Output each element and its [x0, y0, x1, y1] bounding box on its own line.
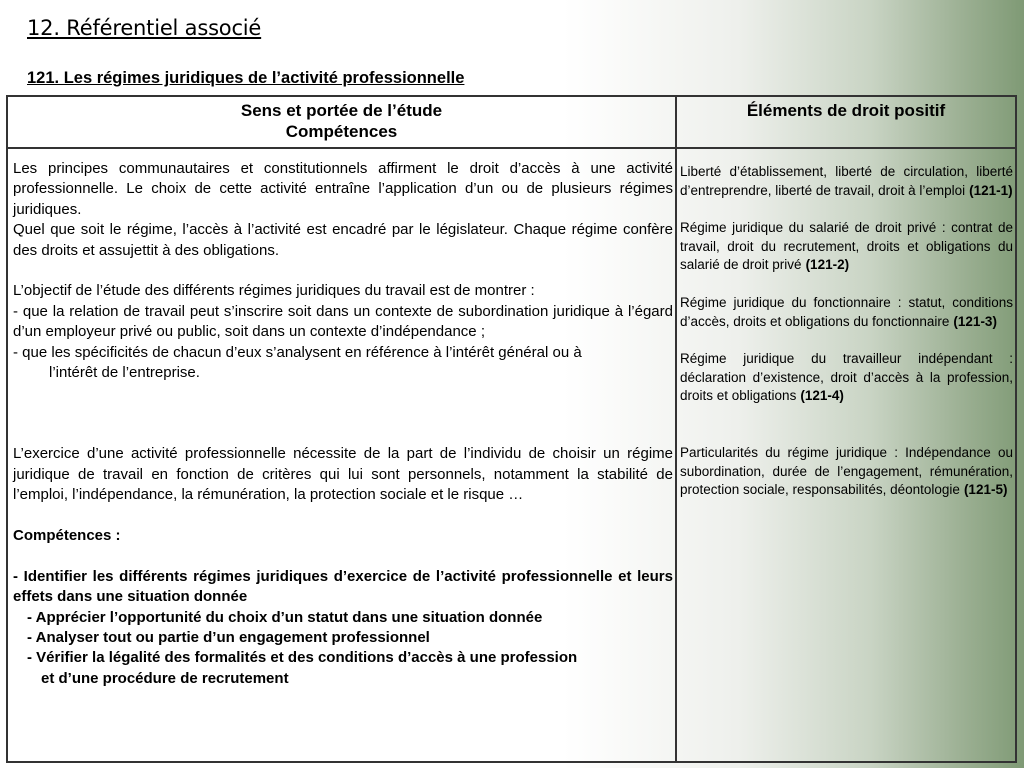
- header-divider: [8, 147, 1015, 149]
- law-element-4: [680, 350, 1013, 406]
- law-element-3-text: Régime juridique du fonctionnaire : statut, conditions d’accès, droits et obligations du fonctionnaire: [680, 294, 1013, 329]
- law-element-2-ref: (121-2): [805, 257, 850, 273]
- section-title: 121. Les régimes juridiques de l’activité professionnelle: [27, 69, 465, 87]
- law-element-5-ref: (121-5): [963, 482, 1008, 498]
- header-left: [8, 100, 675, 142]
- study-scope-cell: [13, 159, 673, 689]
- law-element-5: [680, 444, 1013, 500]
- header-right: Éléments de droit positif: [746, 101, 946, 120]
- header-left-line2: Compétences: [285, 122, 398, 141]
- law-element-3: [680, 294, 1013, 331]
- header-left-line1: Sens et portée de l’étude: [240, 101, 443, 120]
- law-element-1-text: Liberté d’établissement, liberté de circulation, liberté d’entreprendre, liberté de travail, droit à l’emploi: [680, 164, 1013, 198]
- positive-law-cell: [680, 163, 1013, 500]
- law-element-3-ref: (121-3): [953, 313, 997, 329]
- law-element-4-ref: (121-4): [800, 388, 844, 404]
- law-element-2-text: Régime juridique du salarié de droit privé : contrat de travail, droit du recrutement, droits et obligations du salarié de droit privé: [680, 220, 1013, 273]
- law-element-4-text: Régime juridique du travailleur indépendant : déclaration d’existence, droit d’accès à la profession, droits et obligations: [680, 351, 1013, 404]
- referential-table: [6, 95, 1017, 763]
- law-element-1: [680, 163, 1013, 200]
- column-divider: [675, 97, 677, 761]
- slide-title: 12. Référentiel associé: [27, 16, 262, 40]
- objective-item-2: - que les spécificités de chacun d’eux s’analysent en référence à l’intérêt général ou à: [13, 343, 582, 361]
- regime-paragraph: Quel que soit le régime, l’accès à l’activité est encadré par le législateur. Chaque régime confère des droits et assujettit à des obligations.: [13, 221, 673, 259]
- competence-item-2: - Apprécier l’opportunité du choix d’un statut dans une situation donnée: [27, 608, 543, 626]
- competence-item-3: - Analyser tout ou partie d’un engagement professionnel: [27, 629, 430, 647]
- law-element-5-text: Particularités du régime juridique : Indépendance ou subordination, durée de l’engagement, rémunération, protection sociale, responsabilités, déontologie: [680, 444, 1013, 498]
- law-element-1-ref: (121-1): [969, 182, 1013, 198]
- competences-title: Compétences :: [13, 527, 121, 545]
- intro-paragraph: Les principes communautaires et constitutionnels affirment le droit d’accès à une activité professionnelle. Le choix de cette activité entraîne l’application d’un ou de plusieurs régimes juridiques.: [13, 160, 673, 218]
- exercise-paragraph: L’exercice d’une activité professionnelle nécessite de la part de l’individu de choisir un régime juridique de travail en fonction de critères qui lui sont personnels, notamment la stabilité de l’emploi, l’indépendance, la rémunération, la protection sociale et le risque …: [13, 445, 673, 504]
- law-element-2: [680, 219, 1013, 275]
- objective-item-1: - que la relation de travail peut s’inscrire soit dans un contexte de subordination juridique à l’égard d’un employeur privé ou public, soit dans un contexte d’indépendance ;: [13, 302, 673, 341]
- competence-item-1: - Identifier les différents régimes juridiques d’exercice de l’activité professionnelle et leurs effets dans une situation donnée: [13, 567, 673, 606]
- competence-item-4-continued: et d’une procédure de recrutement: [41, 669, 289, 687]
- competence-item-4: - Vérifier la légalité des formalités et des conditions d’accès à une profession: [27, 649, 578, 667]
- objective-item-2-continued: l’intérêt de l’entreprise.: [49, 364, 200, 382]
- objective-paragraph: L’objectif de l’étude des différents régimes juridiques du travail est de montrer :: [13, 282, 535, 300]
